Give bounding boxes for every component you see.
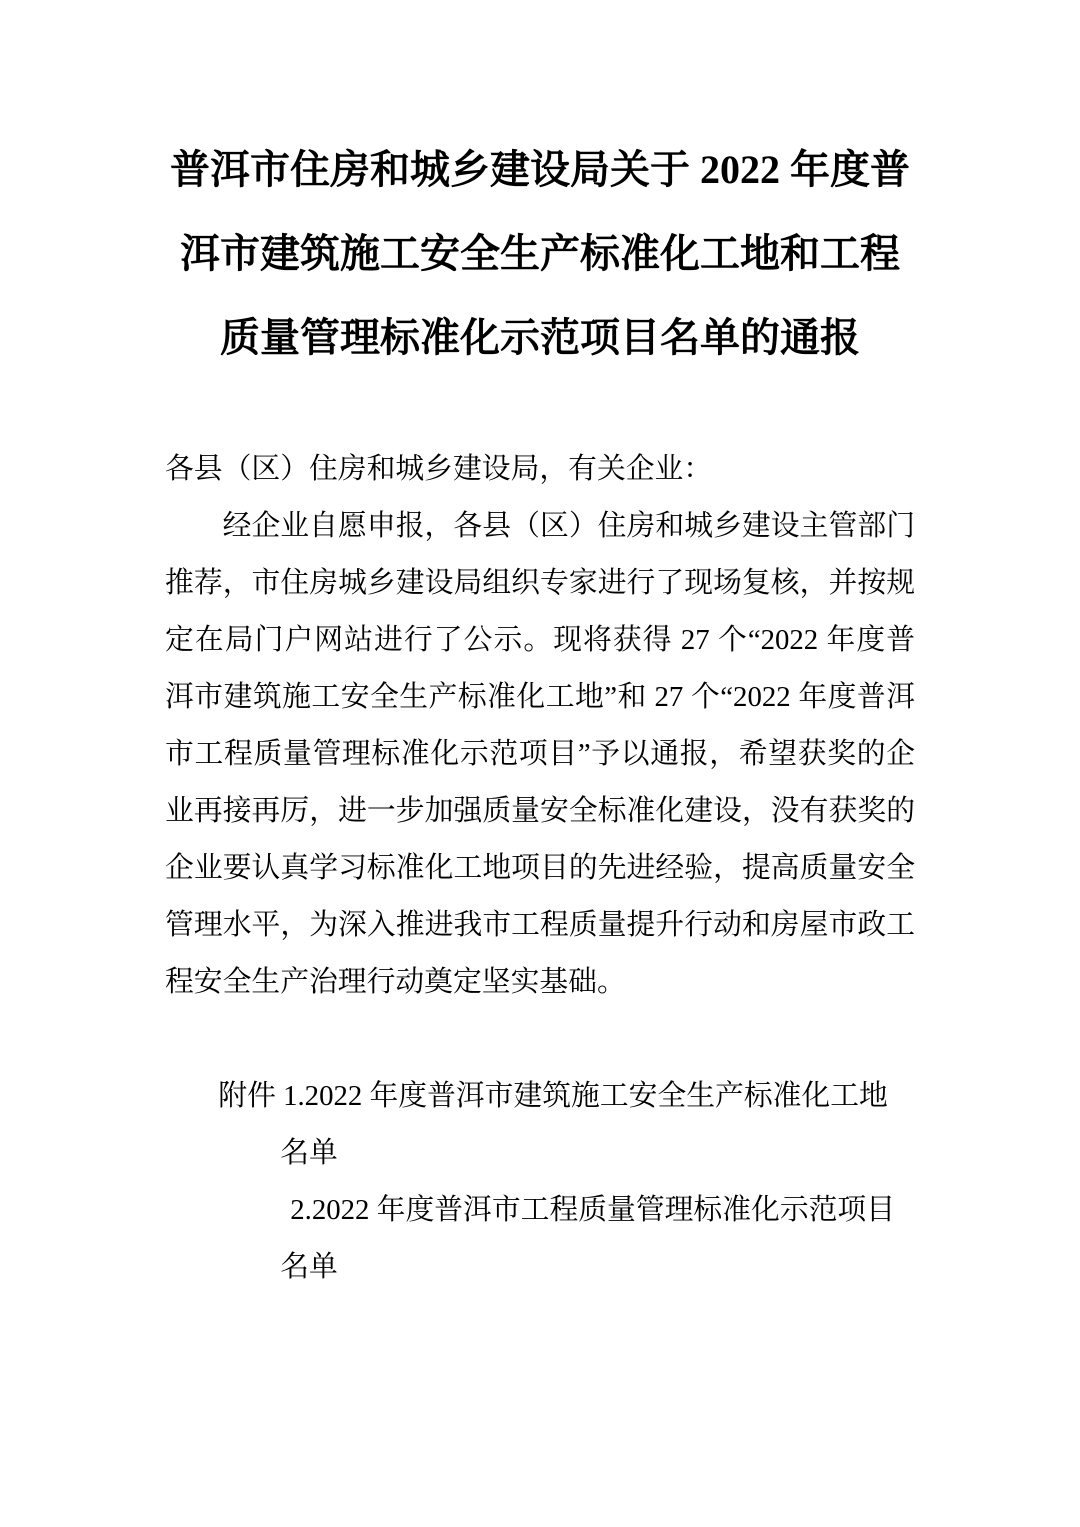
attachment-item-1 xyxy=(165,1068,915,1182)
document-title: 普洱市住房和城乡建设局关于 2022 年度普洱市建筑施工安全生产标准化工地和工程质量管理标准化示范项目名单的通报 xyxy=(170,147,910,360)
document-page xyxy=(165,0,915,1296)
document-body xyxy=(165,441,915,1011)
salutation-line: 各县（区）住房和城乡建设局，有关企业： xyxy=(165,453,713,485)
attachment-item-2-text: 2.2022 年度普洱市工程质量管理标准化示范项目名单 xyxy=(280,1194,896,1283)
body-paragraph: 经企业自愿申报，各县（区）住房和城乡建设主管部门推荐，市住房城乡建设局组织专家进行了现场复核，并按规定在局门户网站进行了公示。现将获得 27 个“2022 年度普洱市建筑施工安全生产标准化工地”和 27 个“2022 年度普洱市工程质量管理标准化示范项目”予以通报，希望获奖的企业再接再厉，进一步加强质量安全标准化建设，没有获奖的企业要认真学习标准化工地项目的先进经验，提高质量安全管理水平，为深入推进我市工程质量提升行动和房屋市政工程安全生产治理行动奠定坚实基础。 xyxy=(165,510,915,998)
attachments-section xyxy=(165,1068,915,1296)
attachments-label: 附件 xyxy=(218,1080,276,1112)
attachment-item-1-text: 1.2022 年度普洱市建筑施工安全生产标准化工地名单 xyxy=(280,1080,888,1169)
attachment-item-2 xyxy=(165,1182,915,1296)
